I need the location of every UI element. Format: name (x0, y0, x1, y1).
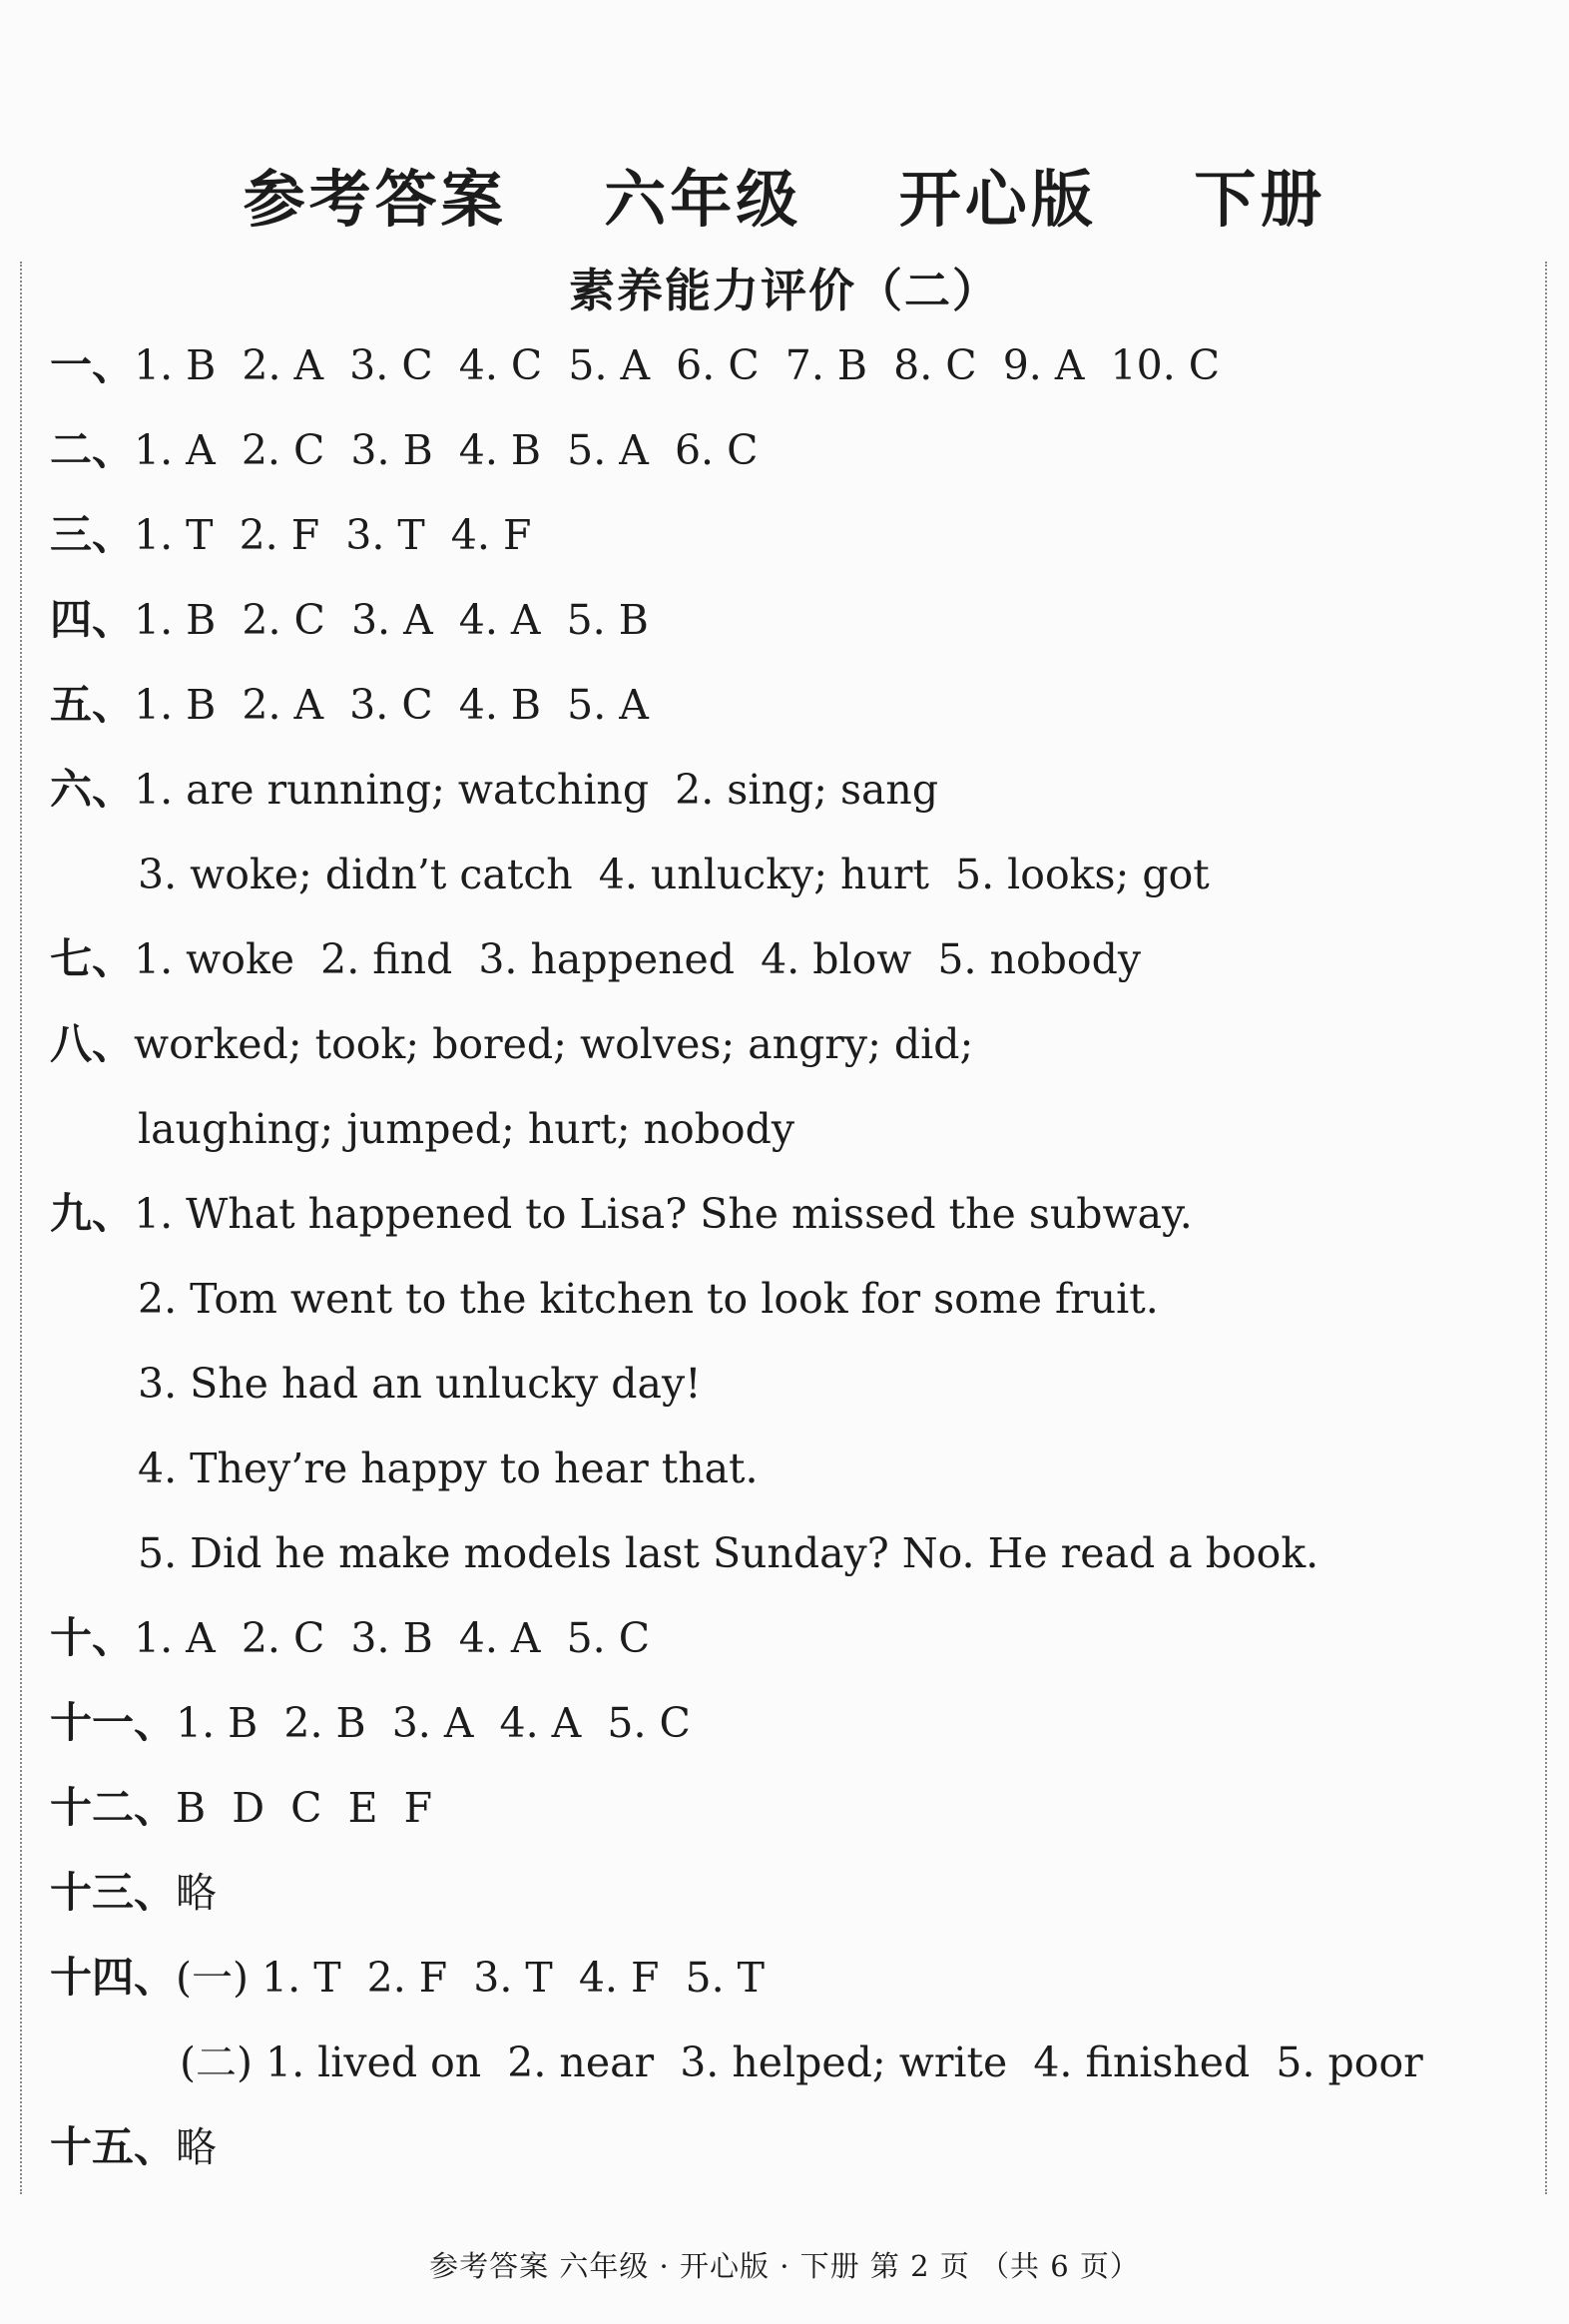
title-part: 下册 (1194, 163, 1326, 236)
answer-row (138, 1445, 759, 1492)
answer-text: 1. A 2. C 3. B 4. B 5. A 6. C (134, 426, 759, 474)
answer-label: 十、 (50, 1613, 135, 1662)
answer-row (50, 1189, 1193, 1238)
answer-row (50, 680, 649, 729)
answer-text: 5. Did he make models last Sunday? No. He read a book. (138, 1529, 1319, 1577)
answer-label: 九、 (50, 1189, 135, 1238)
answer-row (138, 851, 1210, 898)
answer-row (50, 425, 759, 474)
answer-label: 六、 (50, 765, 135, 814)
answer-text: 略 (176, 1869, 218, 1917)
title-part: 六年级 (604, 163, 802, 236)
answer-text: 1. T 2. F 3. T 4. F (134, 511, 532, 559)
section-subtitle: 素养能力评价（二） (569, 264, 1000, 317)
answer-row (138, 1529, 1319, 1577)
answer-label: 十二、 (50, 1783, 177, 1832)
answer-text: 1. B 2. C 3. A 4. A 5. B (134, 596, 649, 644)
answer-label: 八、 (50, 1019, 135, 1068)
answer-row (50, 1613, 651, 1662)
answer-text: (一) 1. T 2. F 3. T 4. F 5. T (176, 1954, 765, 2002)
answer-text: worked; took; bored; wolves; angry; did; (134, 1020, 974, 1068)
answer-text: 1. What happened to Lisa? She missed the subway. (134, 1190, 1193, 1238)
answer-label: 十一、 (50, 1698, 177, 1747)
answer-text: (二) 1. lived on 2. near 3. helped; write 4. finished 5. poor (180, 2038, 1423, 2086)
right-dotted-rule (1545, 262, 1547, 2194)
answer-row (50, 1783, 433, 1832)
answer-row (138, 1105, 794, 1153)
answer-text: 3. She had an unlucky day! (138, 1360, 702, 1408)
answer-text: 2. Tom went to the kitchen to look for some fruit. (138, 1275, 1159, 1323)
answer-text: 4. They’re happy to hear that. (138, 1445, 759, 1492)
answer-text: 1. B 2. A 3. C 4. C 5. A 6. C 7. B 8. C 9. A 10. C (134, 341, 1221, 389)
answer-row (50, 934, 1141, 983)
answer-text: 1. A 2. C 3. B 4. A 5. C (134, 1614, 651, 1662)
title-part: 参考答案 (243, 163, 507, 236)
answer-label: 五、 (50, 680, 135, 729)
answer-text: laughing; jumped; hurt; nobody (138, 1105, 794, 1153)
answer-text: 1. B 2. A 3. C 4. B 5. A (134, 681, 649, 729)
answer-text: 1. B 2. B 3. A 4. A 5. C (176, 1699, 691, 1747)
answer-label: 三、 (50, 510, 135, 559)
answer-text: 3. woke; didn’t catch 4. unlucky; hurt 5. looks; got (138, 851, 1210, 898)
answer-row (50, 340, 1221, 389)
answer-label: 七、 (50, 934, 135, 983)
answer-row (138, 1360, 702, 1408)
answer-row (50, 765, 939, 814)
page-footer: 参考答案 六年级 · 开心版 · 下册 第 2 页 （共 6 页） (429, 2249, 1140, 2283)
answer-row (50, 1868, 218, 1917)
answer-label: 十五、 (50, 2122, 177, 2171)
answer-row (50, 1019, 974, 1068)
answer-text: B D C E F (176, 1784, 433, 1832)
answer-row (50, 1953, 765, 2002)
answer-text: 1. woke 2. find 3. happened 4. blow 5. nobody (134, 935, 1141, 983)
answer-label: 十四、 (50, 1953, 177, 2002)
answer-row (138, 1275, 1159, 1323)
answer-text: 1. are running; watching 2. sing; sang (134, 766, 939, 814)
answer-text: 略 (176, 2123, 218, 2171)
answer-row (180, 2038, 1423, 2086)
answer-label: 四、 (50, 595, 135, 644)
answer-row (50, 510, 532, 559)
answer-label: 十三、 (50, 1868, 177, 1917)
answer-label: 二、 (50, 425, 135, 474)
page-title (0, 150, 1569, 239)
answer-label: 一、 (50, 340, 135, 389)
answer-row (50, 595, 649, 644)
left-dotted-rule (20, 262, 22, 2194)
answer-row (50, 2122, 218, 2171)
answer-row (50, 1698, 691, 1747)
title-part: 开心版 (898, 163, 1097, 236)
